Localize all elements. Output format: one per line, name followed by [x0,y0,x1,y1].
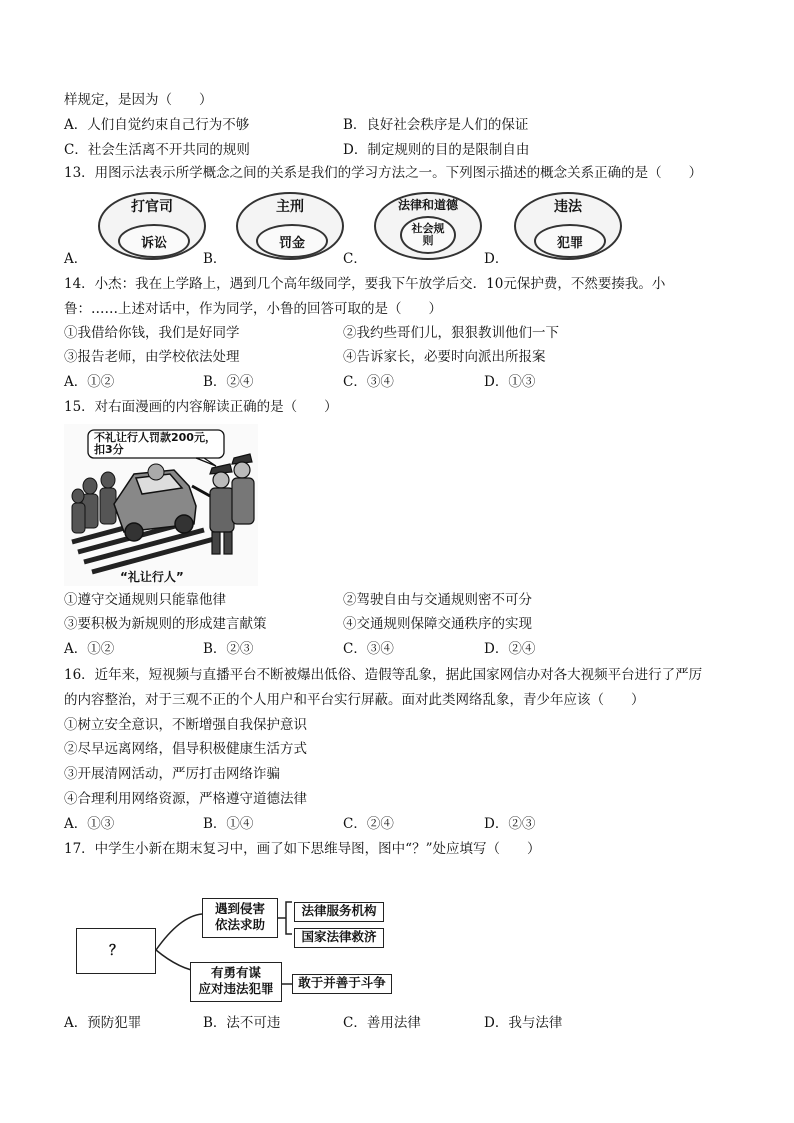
q13-letter-c: C． [343,251,367,267]
q12-stem-tail: 样规定，是因为（ ） [64,92,213,108]
q15-stem: 15．对右面漫画的内容解读正确的是（ ） [64,399,338,415]
q14-option-b: B．②④ [203,374,254,390]
q13-stem: 13．用图示法表示所学概念之间的关系是我们的学习方法之一。下列图示描述的概念关系正确的是（ ） [64,165,703,181]
q14-item-4: ④告诉家长，必要时向派出所报案 [343,349,546,365]
q17-stem: 17．中学生小新在期末复习中，画了如下思维导图，图中“？”处应填写（ ） [64,841,541,857]
q13-figure-c [374,192,484,264]
q16-item-1: ①树立安全意识，不断增强自我保护意识 [64,717,307,733]
q15-item-1: ①遵守交通规则只能靠他律 [64,592,226,608]
q17-option-a: A．预防犯罪 [64,1015,142,1031]
q14-item-1: ①我借给你钱，我们是好同学 [64,325,240,341]
cartoon-caption: “礼让行人” [120,570,184,584]
q16-option-c: C．②④ [343,816,394,832]
q13-letter-b: B． [203,251,227,267]
outer-concept-label: 打官司 [131,199,173,215]
q14-option-d: D．①③ [484,374,536,390]
q16-option-b: B．①④ [203,816,254,832]
q17-option-b: B．法不可违 [203,1015,281,1031]
mind-map-leaf-legal-service: 法律服务机构 [294,902,384,922]
q15-item-3: ③要积极为新规则的形成建言献策 [64,616,267,632]
q14-option-a: A．①② [64,374,115,390]
mind-map-branch-courage [190,962,282,1002]
inner-concept-label: 犯罪 [534,224,606,258]
q15-option-d: D．②④ [484,641,536,657]
q16-option-a: A．①③ [64,816,115,832]
q13-figure-d [514,192,624,264]
branch-help-line2: 依法求助 [214,917,265,932]
q15-item-2: ②驾驶自由与交通规则密不可分 [343,592,532,608]
q15-option-b: B．②③ [203,641,254,657]
branch-help-line1: 遇到侵害 [214,901,265,916]
q14-item-3: ③报告老师，由学校依法处理 [64,349,240,365]
inner-concept-label: 诉讼 [118,224,190,258]
q16-item-4: ④合理利用网络资源，严格遵守道德法律 [64,791,307,807]
outer-concept-label: 主刑 [276,199,304,215]
mind-map-leaf-struggle: 敢于并善于斗争 [292,974,392,994]
q16-item-2: ②尽早远离网络，倡导积极健康生活方式 [64,741,307,757]
branch-courage-line2: 应对违法犯罪 [198,981,274,996]
q16-item-3: ③开展清网活动，严厉打击网络诈骗 [64,766,280,782]
q15-option-a: A．①② [64,641,115,657]
q17-option-d: D．我与法律 [484,1015,563,1031]
q13-figure-a [98,192,208,264]
inner-concept-label: 罚金 [256,224,328,258]
q14-stem-line1: 14．小杰：我在上学路上，遇到几个高年级同学，要我下午放学后交．10元保护费，不然要揍我。小 [64,276,666,292]
q13-letter-a: A． [64,251,88,267]
q12-option-d: D．制定规则的目的是限制自由 [343,142,530,158]
q16-option-d: D．②③ [484,816,536,832]
outer-concept-label: 违法 [554,199,582,215]
q14-stem-line2: 鲁：……上述对话中，作为同学，小鲁的回答可取的是（ ） [64,301,442,317]
q12-option-c: C．社会生活离不开共同的规则 [64,142,250,158]
outer-concept-label: 法律和道德 [397,198,458,212]
traffic-cartoon [64,424,258,586]
q13-letter-d: D． [484,251,509,267]
q14-option-c: C．③④ [343,374,394,390]
q17-option-c: C．善用法律 [343,1015,421,1031]
q16-stem-line2: 的内容整治，对于三观不正的个人用户和平台实行屏蔽。面对此类网络乱象，青少年应该（ ） [64,692,645,708]
q13-figure-b [236,192,346,264]
q14-item-2: ②我约些哥们儿，狠狠教训他们一下 [343,325,559,341]
speech-bubble-text: 不礼让行人罚款200元，扣3分 [94,431,216,456]
q12-option-b: B．良好社会秩序是人们的保证 [343,117,529,133]
q15-item-4: ④交通规则保障交通秩序的实现 [343,616,532,632]
q16-stem-line1: 16．近年来，短视频与直播平台不断被爆出低俗、造假等乱象，据此国家网信办对各大视频平台进行了严厉 [64,667,703,683]
q15-option-c: C．③④ [343,641,394,657]
inner-concept-label: 社会规则 [400,216,456,254]
mind-map-branch-help [202,898,278,938]
mind-map-root: ？ [76,928,156,974]
branch-courage-line1: 有勇有谋 [210,965,261,980]
mind-map-leaf-legal-aid: 国家法律救济 [294,928,384,948]
q12-option-a: A．人们自觉约束自己行为不够 [64,117,250,133]
